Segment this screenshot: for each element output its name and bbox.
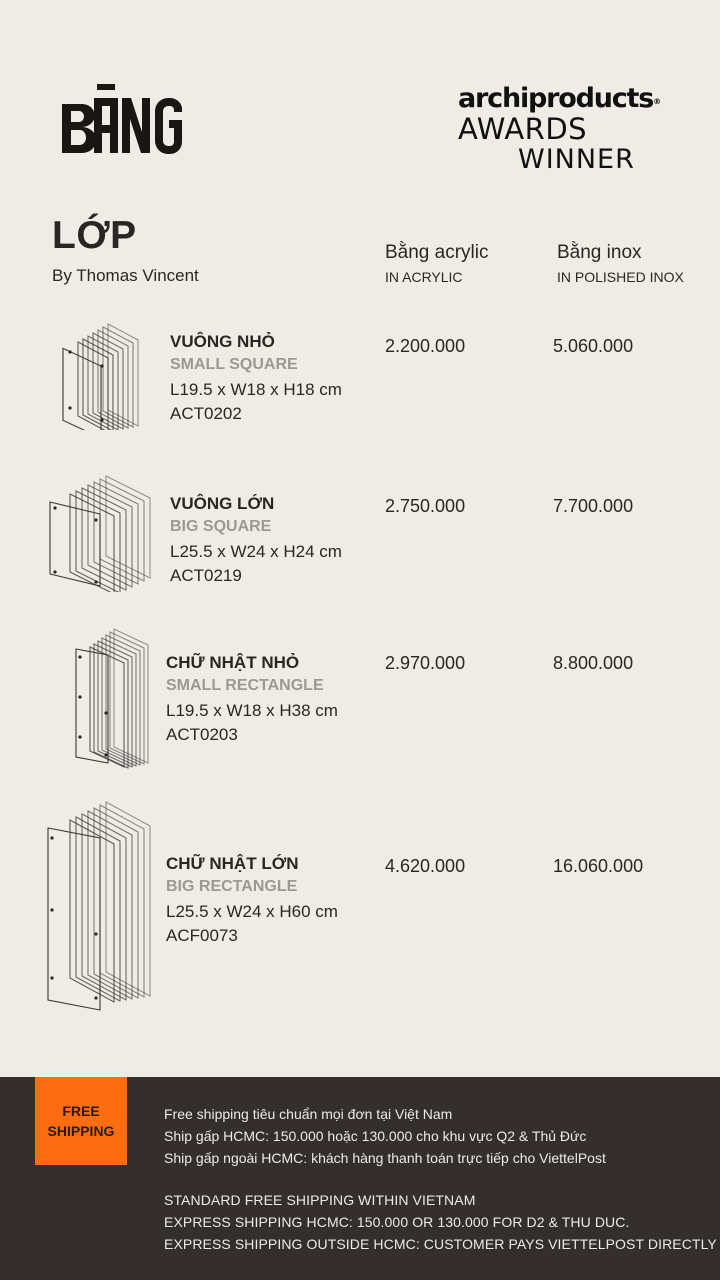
small-rectangle-product-image [70,625,160,770]
item-name-vi: CHỮ NHẬT LỚN [166,854,299,873]
item-name-en: BIG SQUARE [170,518,272,535]
item-dimensions: L25.5 x W24 x H60 cm [166,902,338,921]
item-name-en: SMALL RECTANGLE [166,677,324,694]
column-acrylic-header: Bằng acrylic IN ACRYLIC [385,242,489,285]
price-inox: 7.700.000 [553,496,634,516]
shipping-info-en: STANDARD FREE SHIPPING WITHIN VIETNAM EXPRESS SHIPPING HCMC: 150.000 OR 130.000 FOR D2 & THU DUC. EXPRESS SHIPPING OUTSIDE HCMC: CUSTOMER PAYS VIETTELPOST DIRECTLY [164,1192,717,1252]
price-acrylic: 2.750.000 [385,496,466,516]
item-code: ACT0203 [166,725,238,744]
award-winner: WINNER [518,144,635,175]
product-author: By Thomas Vincent [52,266,199,285]
item-code: ACT0219 [170,566,242,585]
price-acrylic: 2.970.000 [385,653,466,673]
item-dimensions: L25.5 x W24 x H24 cm [170,542,342,561]
small-square-product-image [58,320,168,430]
archiproducts-award [458,84,658,176]
price-inox: 8.800.000 [553,653,634,673]
item-name-en: BIG RECTANGLE [166,878,298,895]
award-brand: archiproducts® [458,83,660,114]
price-acrylic: 2.200.000 [385,336,466,356]
price-inox: 16.060.000 [553,856,644,876]
bang-logo [60,78,185,160]
column-inox-header: Bằng inox IN POLISHED INOX [557,242,684,285]
item-name-vi: CHỮ NHẬT NHỎ [166,653,300,672]
big-square-product-image [46,472,166,592]
item-name-en: SMALL SQUARE [170,356,298,373]
item-name-vi: VUÔNG LỚN [170,494,275,513]
product-title: LỚP [52,214,137,257]
item-dimensions: L19.5 x W18 x H38 cm [166,701,338,720]
big-rectangle-product-image [44,798,160,1018]
shipping-info-vi: Free shipping tiêu chuẩn mọi đơn tại Việt Nam Ship gấp HCMC: 150.000 hoặc 130.000 cho khu vực Q2 & Thủ Đức Ship gấp ngoài HCMC: khách hàng thanh toán trực tiếp cho ViettelPost [164,1106,606,1166]
shipping-footer [0,1077,720,1280]
price-inox: 5.060.000 [553,336,634,356]
free-shipping-badge: FREE SHIPPING [35,1077,127,1165]
item-name-vi: VUÔNG NHỎ [170,332,275,351]
award-title: AWARDS [458,112,588,146]
price-acrylic: 4.620.000 [385,856,466,876]
item-code: ACF0073 [166,926,238,945]
item-code: ACT0202 [170,404,242,423]
item-dimensions: L19.5 x W18 x H18 cm [170,380,342,399]
